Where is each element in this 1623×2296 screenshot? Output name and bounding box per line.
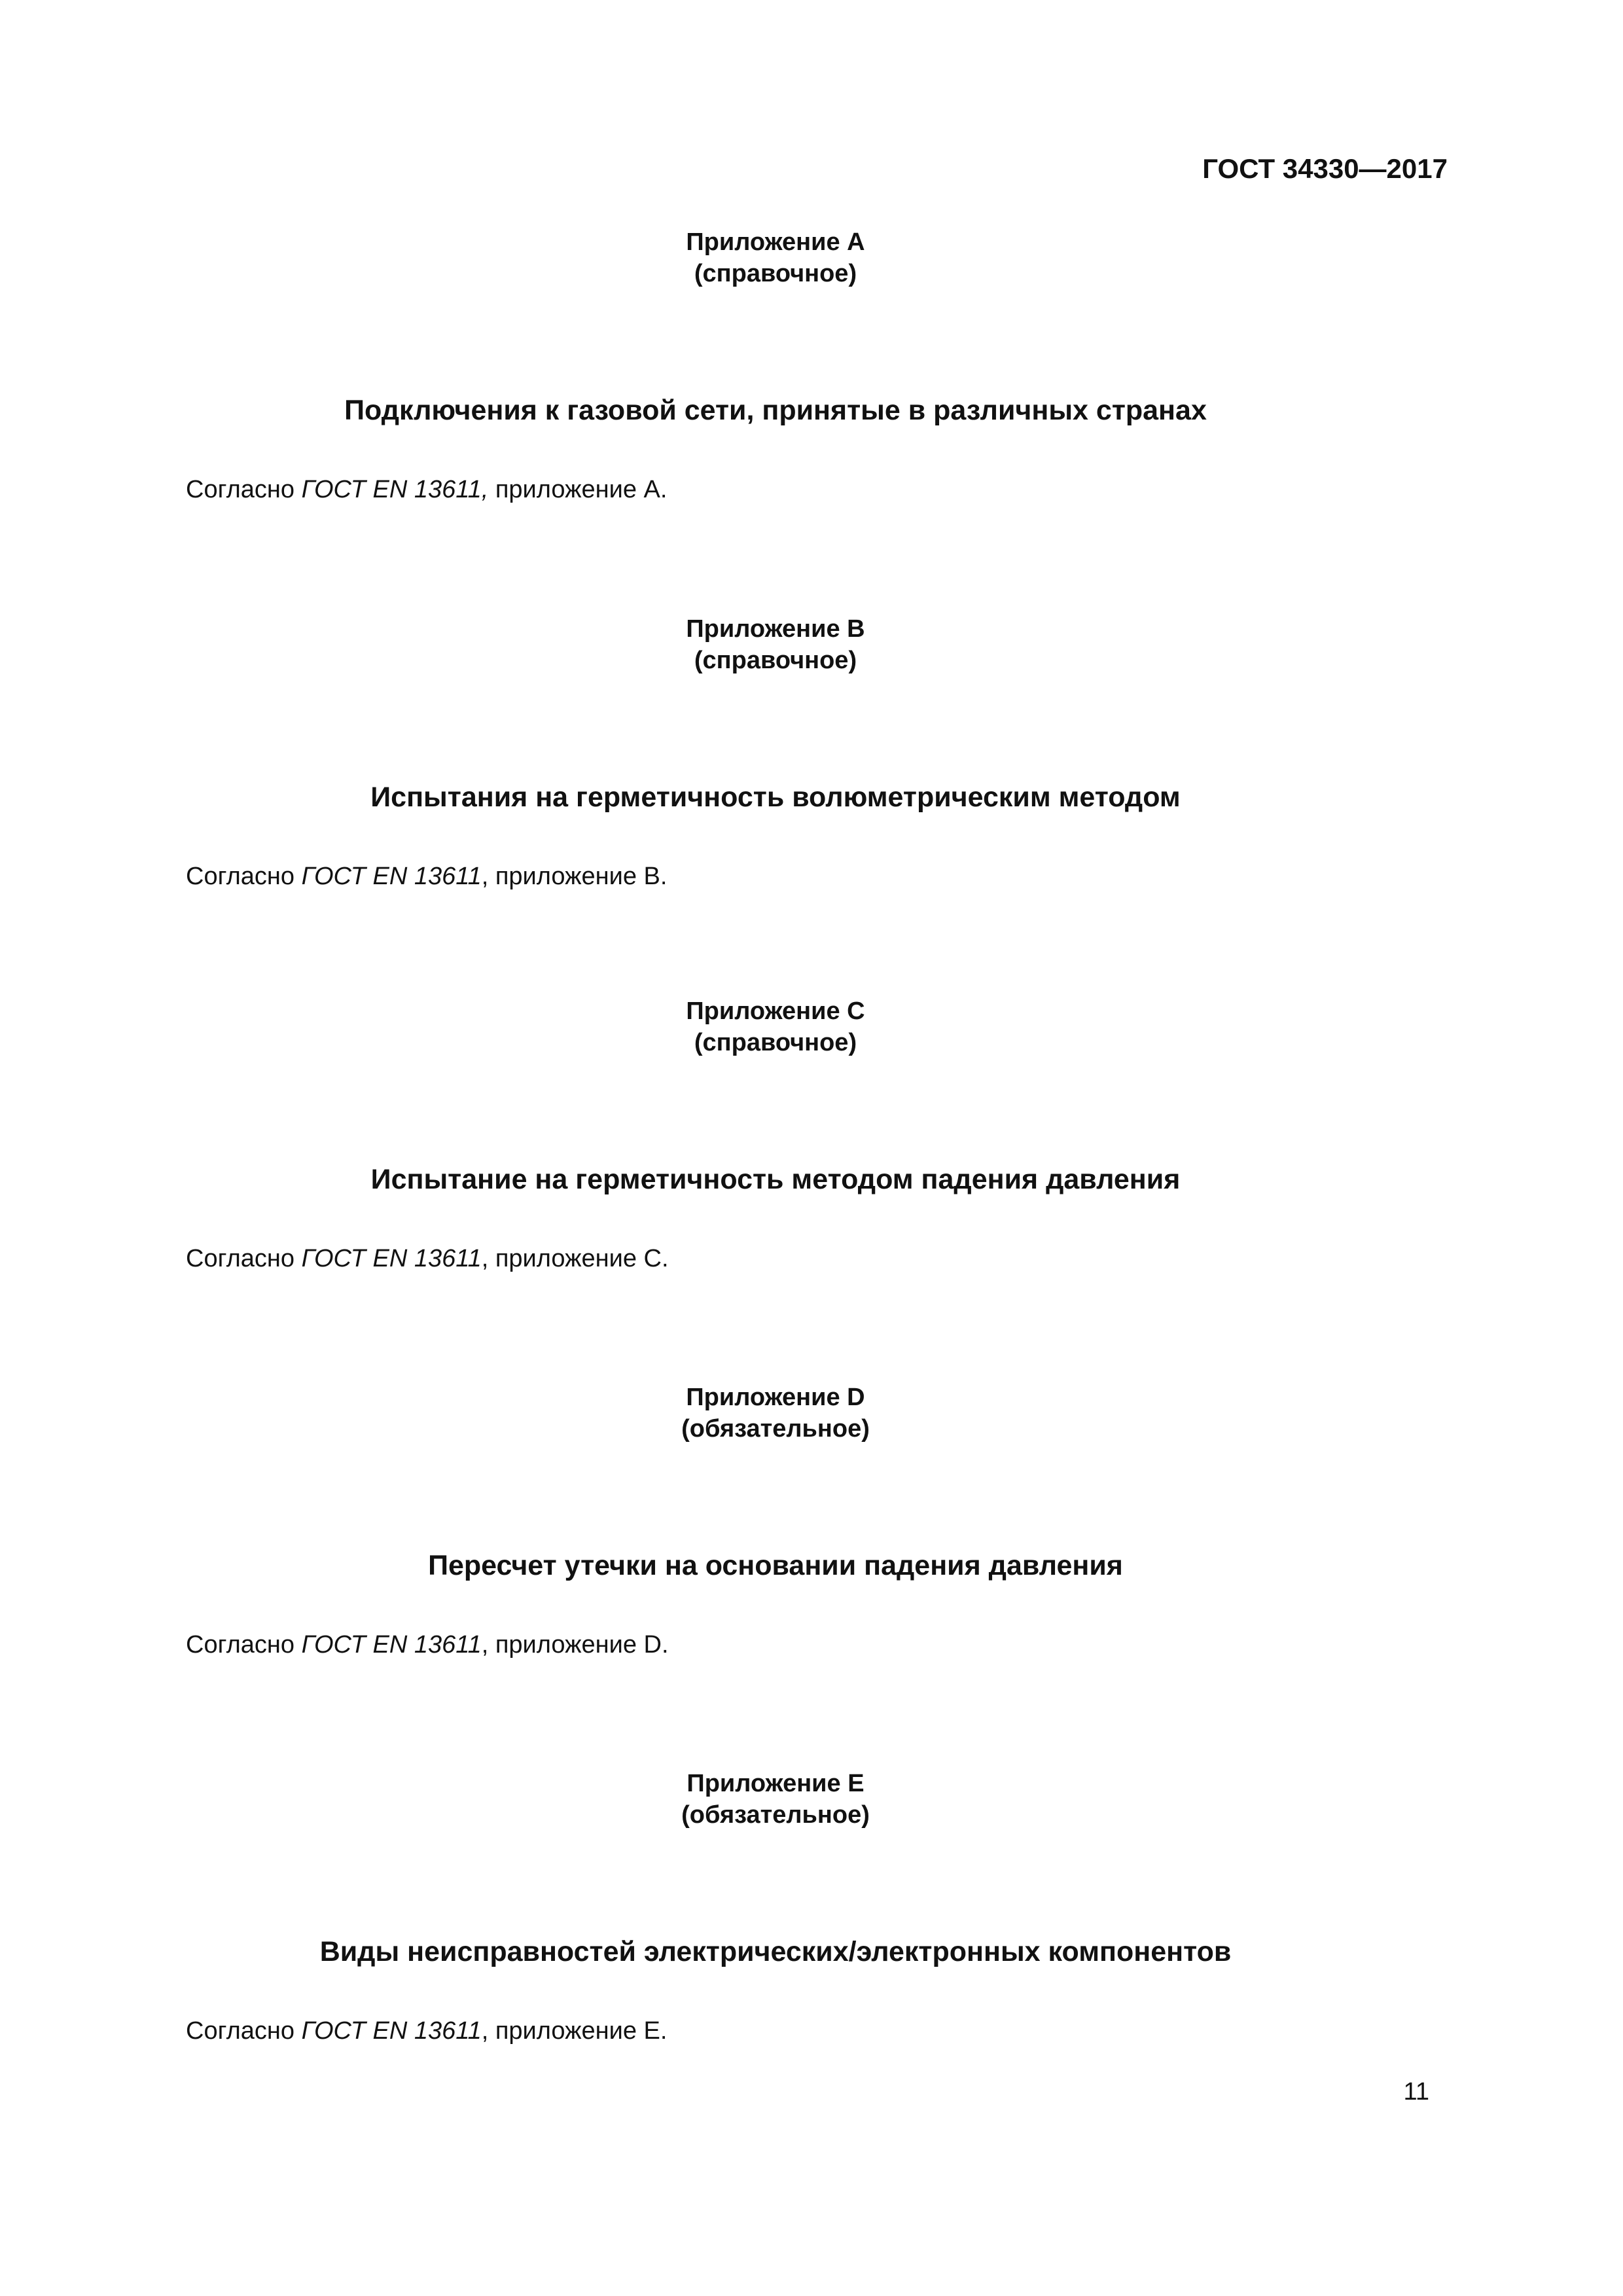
reference-suffix: , приложение D. (481, 1631, 669, 1659)
appendix-label: Приложение С (686, 997, 865, 1025)
appendix-reference (186, 1629, 669, 1660)
appendix-reference (186, 474, 667, 505)
reference-standard: ГОСТ EN 13611 (301, 2017, 482, 2045)
document-code: ГОСТ 34330—2017 (1202, 153, 1448, 184)
appendix-reference (186, 861, 667, 892)
appendix-label: Приложение Е (687, 1770, 865, 1797)
reference-standard: ГОСТ EN 13611 (301, 863, 482, 890)
reference-standard: ГОСТ EN 13611 (301, 1245, 482, 1272)
reference-suffix: , приложение Е. (481, 2017, 668, 2045)
appendix-kind: (обязательное) (681, 1801, 870, 1829)
reference-prefix: Согласно (186, 863, 302, 890)
reference-suffix: приложение А. (488, 476, 668, 503)
reference-standard: ГОСТ EN 13611, (301, 476, 489, 503)
appendix-reference (186, 2015, 667, 2047)
reference-suffix: , приложение В. (481, 863, 668, 890)
reference-prefix: Согласно (186, 1631, 302, 1659)
appendix-kind: (справочное) (694, 260, 857, 287)
page-number: 11 (1403, 2078, 1429, 2106)
appendix-label: Приложение В (686, 615, 865, 643)
appendix-title: Испытание на герметичность методом падения давления (370, 1164, 1181, 1195)
appendix-title: Подключения к газовой сети, принятые в различных странах (344, 395, 1207, 426)
appendix-title: Пересчет утечки на основании падения давления (428, 1550, 1123, 1581)
appendix-title: Виды неисправностей электрических/электронных компонентов (319, 1936, 1232, 1967)
appendix-kind: (справочное) (694, 1029, 857, 1056)
appendix-title: Испытания на герметичность волюметрическим методом (370, 781, 1181, 813)
appendix-label: Приложение D (686, 1384, 865, 1411)
appendix-reference (186, 1243, 669, 1274)
reference-suffix: , приложение С. (481, 1245, 669, 1272)
reference-prefix: Согласно (186, 1245, 302, 1272)
appendix-label: Приложение А (686, 228, 865, 256)
reference-prefix: Согласно (186, 476, 302, 503)
appendix-kind: (обязательное) (681, 1415, 870, 1443)
reference-standard: ГОСТ EN 13611 (301, 1631, 482, 1659)
appendix-kind: (справочное) (694, 647, 857, 674)
reference-prefix: Согласно (186, 2017, 302, 2045)
